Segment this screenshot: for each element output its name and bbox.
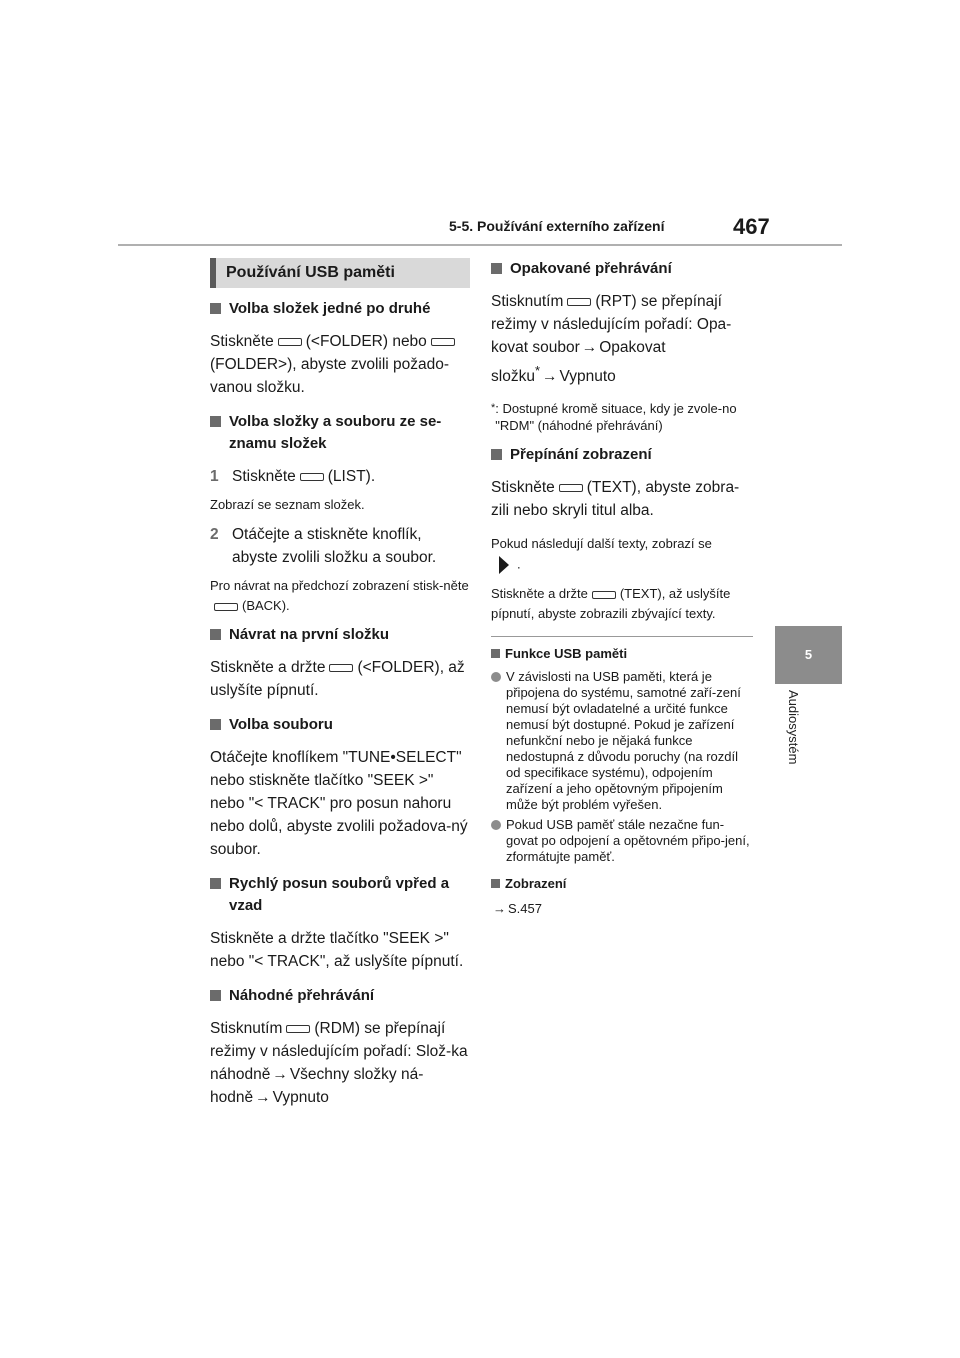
page-reference: → S.457 bbox=[493, 901, 542, 917]
button-icon bbox=[431, 338, 455, 346]
step: 2 Otáčejte a stiskněte knoflík, abyste zvolili složku a soubor. bbox=[210, 523, 470, 569]
subsection-title: Volba složky a souboru ze se-znamu složek bbox=[210, 411, 470, 455]
button-icon bbox=[286, 1025, 310, 1033]
step-note: Pro návrat na předchozí zobrazení stisk-něte(BACK). bbox=[210, 578, 469, 613]
triangle-right-icon bbox=[499, 556, 509, 574]
note-bullet: V závislosti na USB paměti, která je připojena do systému, samotné zaří-zení nemusí být ovladatelné a určité funkce nemusí být dostupné. Pokud je zařízení nefunkční nebo je nějaká funkce nedostupná z důvodu poruchy (na rozdíl od specifikace systému), odpojením zařízení a jeho opětovným připojením může být problém vyřešen. bbox=[491, 669, 753, 813]
square-bullet-icon bbox=[210, 303, 221, 314]
square-bullet-icon bbox=[491, 263, 502, 274]
footnote-marker: * bbox=[534, 363, 540, 378]
button-icon bbox=[567, 298, 591, 306]
arrow-right-icon: → bbox=[272, 1066, 288, 1083]
button-icon bbox=[592, 591, 616, 599]
note-title: Zobrazení bbox=[491, 875, 753, 893]
note-title: Funkce USB paměti bbox=[491, 645, 753, 663]
left-column bbox=[210, 258, 470, 1121]
arrow-right-icon: → bbox=[255, 1089, 271, 1106]
round-bullet-icon bbox=[491, 820, 501, 830]
paragraph: Stiskněte (TEXT), abyste zobra-zili nebo skryli titul alba. bbox=[491, 479, 740, 520]
square-bullet-icon bbox=[210, 629, 221, 640]
note-divider bbox=[491, 636, 753, 637]
paragraph: Stiskněte (<FOLDER) nebo(FOLDER>), abyste zvolili požado-vanou složku. bbox=[210, 330, 470, 399]
paragraph: Stiskněte a držte tlačítko "SEEK >" nebo "< TRACK", až uslyšíte pípnutí. bbox=[210, 930, 464, 970]
button-icon bbox=[559, 484, 583, 492]
arrow-right-icon: → bbox=[541, 368, 558, 386]
button-icon bbox=[300, 473, 324, 481]
note: Pokud následují další texty, zobrazí se . bbox=[491, 534, 753, 576]
round-bullet-icon bbox=[491, 672, 501, 682]
paragraph: Otáčejte knoflíkem "TUNE•SELECT" nebo stiskněte tlačítko "SEEK >" nebo "< TRACK" pro posun nahoru nebo dolů, abyste zvolili požadova-ný soubor. bbox=[210, 749, 468, 858]
step-number: 1 bbox=[210, 468, 219, 485]
paragraph: Stiskněte a držte (<FOLDER), až uslyšíte pípnutí. bbox=[210, 659, 465, 699]
page-number: 467 bbox=[733, 214, 770, 239]
right-column bbox=[491, 258, 753, 927]
subsection-title: Rychlý posun souborů vpřed a vzad bbox=[210, 873, 470, 917]
square-bullet-icon bbox=[210, 878, 221, 889]
header-divider bbox=[118, 244, 842, 246]
paragraph: Stisknutím (RPT) se přepínají režimy v následujícím pořadí: Opa-kovat soubor → Opakovat složku* → Vypnuto bbox=[491, 293, 732, 386]
square-bullet-icon bbox=[491, 649, 500, 658]
subsection-title: Návrat na první složku bbox=[210, 624, 470, 646]
subsection-title: Volba složek jedné po druhé bbox=[210, 298, 470, 320]
button-icon bbox=[329, 664, 353, 672]
subsection-title: Opakované přehrávání bbox=[491, 258, 753, 280]
square-bullet-icon bbox=[491, 449, 502, 460]
square-bullet-icon bbox=[210, 416, 221, 427]
square-bullet-icon bbox=[491, 879, 500, 888]
footnote-marker: * bbox=[491, 402, 496, 415]
button-icon bbox=[278, 338, 302, 346]
subsection-title: Volba souboru bbox=[210, 714, 470, 736]
step-number: 2 bbox=[210, 526, 219, 543]
footnote: * : Dostupné kromě situace, kdy je zvole-no "RDM" (náhodné přehrávání) bbox=[491, 401, 737, 434]
subsection-title: Náhodné přehrávání bbox=[210, 985, 470, 1007]
note-bullet: Pokud USB paměť stále nezačne fun-govat po odpojení a opětovném připo-jení, zformátujte paměť. bbox=[491, 817, 753, 865]
chapter-tab: 5 bbox=[775, 626, 842, 684]
step: 1 Stiskněte (LIST). bbox=[210, 465, 470, 488]
section-title: 5-5. Používání externího zařízení bbox=[449, 218, 665, 234]
note: Stiskněte a držte (TEXT), až uslyšíte pípnutí, abyste zobrazili zbývající texty. bbox=[491, 586, 731, 622]
arrow-right-icon: → bbox=[493, 901, 506, 917]
square-bullet-icon bbox=[210, 719, 221, 730]
arrow-right-icon: → bbox=[581, 339, 598, 356]
subsection-title: Přepínání zobrazení bbox=[491, 444, 753, 466]
paragraph: Stisknutím (RDM) se přepínají režimy v následujícím pořadí: Slož-ka náhodně → Všechny složky ná-hodně → Vypnuto bbox=[210, 1020, 468, 1106]
button-icon bbox=[214, 603, 238, 611]
chapter-label: Audiosystém bbox=[786, 690, 801, 765]
section-box-title: Používání USB paměti bbox=[210, 258, 470, 288]
step-note: Zobrazí se seznam složek. bbox=[210, 497, 365, 512]
square-bullet-icon bbox=[210, 990, 221, 1001]
